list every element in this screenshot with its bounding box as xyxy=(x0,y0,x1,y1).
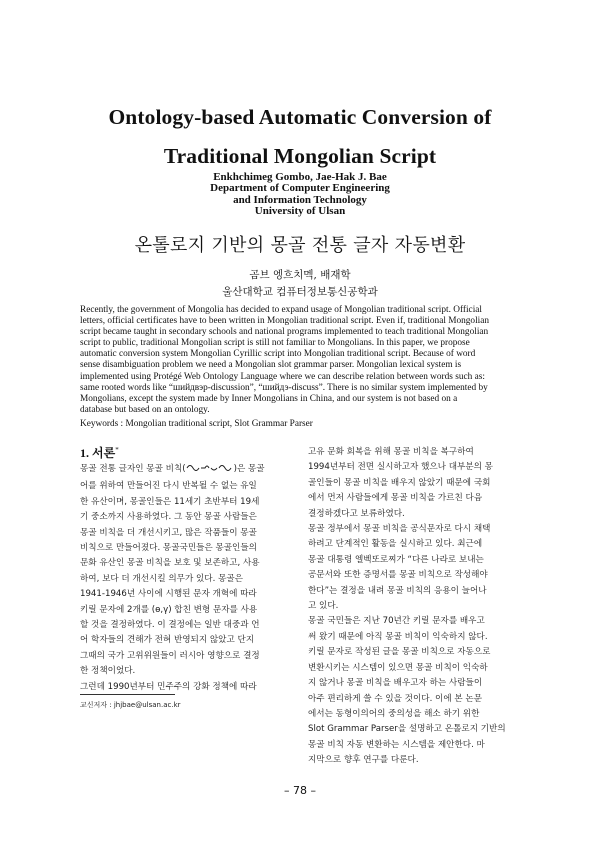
abstract-line: Recently, the government of Mongolia has decided to expand usage of Mongolian traditional script. Official xyxy=(80,305,482,315)
body-line: 지막으로 향후 연구를 다룬다. xyxy=(308,755,419,766)
body-line: 에서는 동형이의어의 중의성을 해소 하기 위한 xyxy=(308,708,480,719)
author-department: Department of Computer Engineering xyxy=(210,182,390,195)
body-text: )은 몽골 xyxy=(233,464,265,474)
body-line: 몽골 비칙 자동 변환하는 시스템을 제안한다. 마 xyxy=(308,739,485,750)
body-line: 할 것을 결정하였다. 이 결정에는 일반 대중과 언 xyxy=(80,620,260,631)
body-line: 몽골 비칙을 더 개선시키고, 많은 작품들이 몽골 xyxy=(80,527,257,538)
body-line: 1941-1946년 사이에 시행된 문자 개혁에 따라 xyxy=(80,589,257,600)
korean-affiliation: 울산대학교 컴퓨터정보통신공학과 xyxy=(222,286,378,298)
footnote-mark: * xyxy=(115,446,119,454)
author-block xyxy=(0,172,600,217)
paper-title-line-2: Traditional Mongolian Script xyxy=(163,144,437,168)
body-line: 결정하겠다고 보류하였다. xyxy=(308,508,405,519)
footnote: 교신저자 : jhjbae@ulsan.ac.kr xyxy=(80,701,181,709)
abstract xyxy=(80,305,520,416)
body-line: 공문서와 또한 증명서를 몽골 비칙으로 작성해야 xyxy=(308,570,488,581)
author-university: University of Ulsan xyxy=(254,204,346,217)
abstract-line: letters, official certificates have to been written in Mongolian traditional script. Even if, traditional Mongolian xyxy=(80,316,490,327)
paper-title-line-1: Ontology-based Automatic Conversion of xyxy=(108,105,492,129)
abstract-line: automatic conversion system Mongolian Cyrillic script into Mongolian traditional script. Because of word xyxy=(80,349,476,360)
section-heading xyxy=(80,444,119,461)
body-line: 1994년부터 전면 실시하고자 했으나 대부분의 몽 xyxy=(308,462,493,473)
korean-author-block xyxy=(0,267,600,301)
body-line: Slot Grammar Parser을 설명하고 온톨로지 기반의 xyxy=(308,724,506,735)
abstract-line: implemented using Protégé Web Ontology Language where we can describe relation between words such as: xyxy=(80,371,485,382)
body-line: 한 정책이었다. xyxy=(80,666,136,677)
author-names: Enkhchimeg Gombo, Jae-Hak J. Bae xyxy=(213,171,387,183)
body-line: 변환시키는 시스템이 있으면 몽골 비칙이 익숙하 xyxy=(308,662,488,673)
body-line: 고 있다. xyxy=(308,601,339,612)
abstract-line: script to public, traditional Mongolian script is still not familiar to Mongolians. In this paper, we propose xyxy=(80,338,470,349)
body-line: 키릴 문자로 작성된 글을 몽골 비칙으로 자동으로 xyxy=(308,647,491,658)
abstract-line: script became taught in secondary schools and national programs implemented to teach traditional Mongolian xyxy=(80,327,489,338)
body-line: 하여, 보다 더 개선시킬 의무가 있다. 몽골은 xyxy=(80,573,243,584)
body-line: 어 학자들의 견해가 전혀 반영되지 않았고 단지 xyxy=(80,635,255,646)
left-column xyxy=(80,462,292,695)
section-title: 서론 xyxy=(92,446,116,460)
abstract-line: database but based on an ontology. xyxy=(80,404,210,415)
body-line: 키릴 문자에 2개를 (ө,ү) 합친 변형 문자를 사용 xyxy=(80,604,258,615)
abstract-line: same rooted words like “шийдвэр-discussion”, “шийдэ-discuss”. There is no similar system implemented by xyxy=(80,382,488,393)
body-text: 몽골 전통 글자인 몽골 비칙( xyxy=(80,464,186,474)
korean-title: 온톨로지 기반의 몽골 전통 글자 자동변환 xyxy=(134,235,466,256)
body-line: 하려고 단계적인 활동을 실시하고 있다. 최근에 xyxy=(308,539,483,550)
abstract-line: sense disambiguation problem we need a Mongolian slot grammar parser. Mongolian lexical system is xyxy=(80,360,462,371)
body-line: 그런데 1990년부터 민주주의 강화 정책에 따라 xyxy=(80,681,257,692)
footnote-rule xyxy=(80,694,175,695)
body-line: 몽골 정부에서 몽골 비칙을 공식문자로 다시 채택 xyxy=(308,524,491,535)
body-line: 그때의 국가 고위위원들이 러시아 영향으로 결정 xyxy=(80,650,260,661)
author-department-cont: and Information Technology xyxy=(233,193,367,206)
body-line: 몽골 국민들은 지난 70년간 키릴 문자를 배우고 xyxy=(308,616,485,627)
body-line: 고유 문화 회복을 위해 몽골 비칙을 복구하여 xyxy=(308,447,474,457)
body-line: 아주 편리하게 쓸 수 있을 것이다. 이에 본 논문 xyxy=(308,693,483,704)
korean-author-names: 곰브 엥흐치멕, 배재학 xyxy=(249,269,351,281)
body-line: 한다”는 결정을 내려 몽골 비칙의 응용이 늘어나 xyxy=(308,585,487,596)
keywords: Keywords : Mongolian traditional script, Slot Grammar Parser xyxy=(80,419,313,429)
abstract-line: Mongolians, except the system made by Inner Mongolians in China, and our system is not based on a xyxy=(80,393,458,404)
mongolian-script-glyph xyxy=(186,462,234,473)
right-column xyxy=(308,445,520,769)
body-line xyxy=(80,462,292,479)
section-number: 1. xyxy=(80,446,89,460)
body-line: 몽골 대통령 엘벡또로찌가 “다른 나라로 보내는 xyxy=(308,554,484,565)
body-line: 문화 유산인 몽골 비칙을 보호 및 보존하고, 사용 xyxy=(80,558,260,569)
body-line: 에서 먼저 사람들에게 몽골 비칙을 가르친 다음 xyxy=(308,493,483,504)
body-line: 써 왔기 때문에 아직 몽골 비칙이 익숙하지 않다. xyxy=(308,631,488,642)
body-line: 비칙으로 만들어졌다. 몽골국민들은 몽골인들의 xyxy=(80,543,257,554)
page-number: – 78 – xyxy=(284,784,316,797)
body-line: 한 유산이며, 몽골인들은 11세기 초반부터 19세 xyxy=(80,496,260,507)
body-line: 지 않거나 몽골 비칙을 배우고자 하는 사람들이 xyxy=(308,678,483,689)
mongolian-script-word xyxy=(186,462,234,479)
body-line: 골인들이 몽골 비칙을 배우지 않았기 때문에 국회 xyxy=(308,477,491,488)
body-line: 기 중소까지 사용하였다. 그 동안 몽골 사람들은 xyxy=(80,512,257,523)
body-line: 어를 위하여 만들어진 다시 반복될 수 없는 유일 xyxy=(80,481,257,492)
